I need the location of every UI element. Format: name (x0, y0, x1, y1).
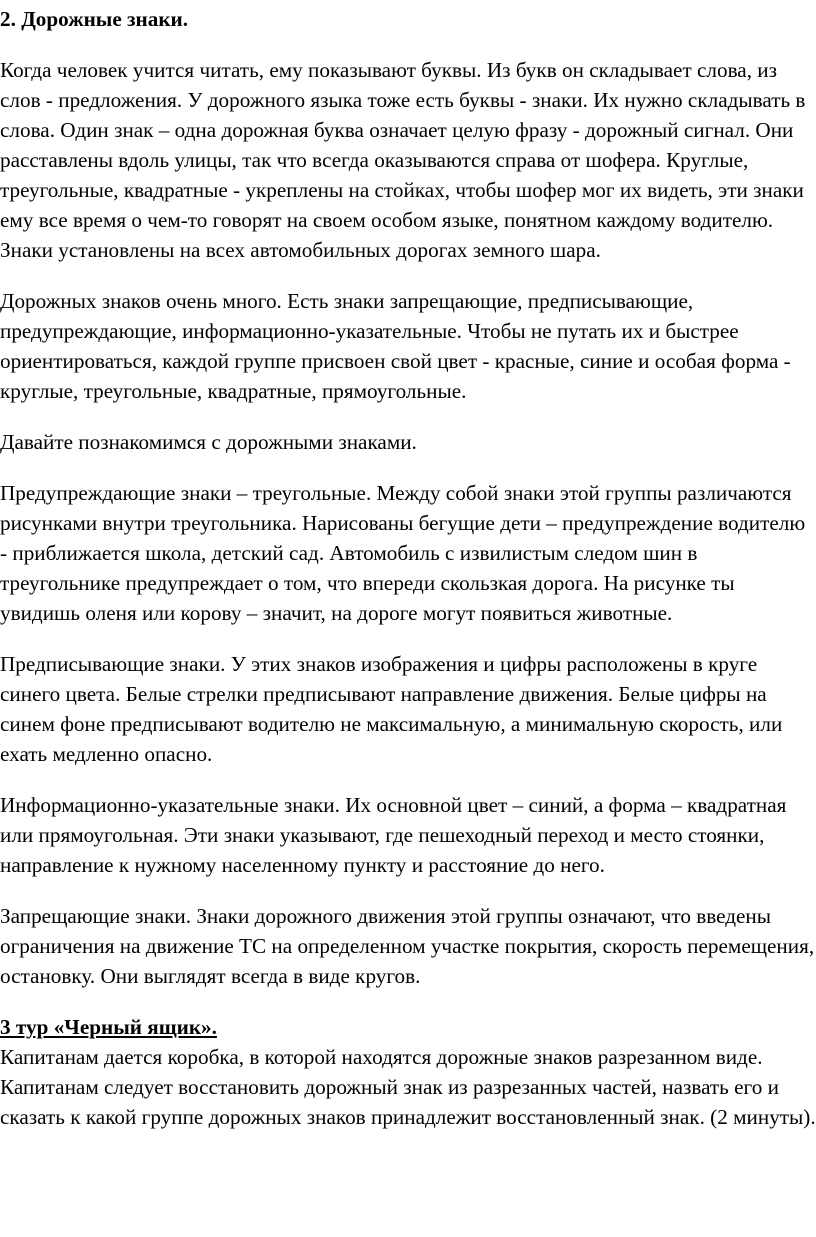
paragraph-lets-meet: Давайте познакомимся с дорожными знаками. (0, 430, 417, 454)
paragraph-sign-types: Дорожных знаков очень много. Есть знаки запрещающие, предписывающие, предупреждающие, информационно-указательные. Чтобы не путать их и быстрее ориентироваться, каждой группе присвоен свой цвет - красные, синие и особая форма - круглые, треугольные, квадратные, прямоугольные. (0, 289, 791, 403)
paragraph-intro: Когда человек учится читать, ему показывают буквы. Из букв он складывает слова, из слов - предложения. У дорожного языка тоже есть буквы - знаки. Их нужно складывать в слова. Один знак – одна дорожная буква означает целую фразу - дорожный сигнал. Они расставлены вдоль улицы, так что всегда оказываются справа от шофера. Круглые, треугольные, квадратные - укреплены на стойках, чтобы шофер мог их видеть, эти знаки ему все время о чем-то говорят на своем особом языке, понятном каждому водителю. Знаки установлены на всех автомобильных дорогах земного шара. (0, 58, 806, 262)
paragraph-information-signs: Информационно-указательные знаки. Их основной цвет – синий, а форма – квадратная или прямоугольная. Эти знаки указывают, где пешеходный переход и место стоянки, направление к нужному населенному пункту и расстояние до него. (0, 793, 787, 877)
section-title: 2. Дорожные знаки. (0, 7, 189, 31)
paragraph-mandatory-signs: Предписывающие знаки. У этих знаков изображения и цифры расположены в круге синего цвета. Белые стрелки предписывают направление движения. Белые цифры на синем фоне предписывают водителю не максимальную, а минимальную скорость, или ехать медленно опасно. (0, 652, 783, 766)
round-description: Капитанам дается коробка, в которой находятся дорожные знаков разрезанном виде. Капитанам следует восстановить дорожный знак из разрезанных частей, назвать его и сказать к какой группе дорожных знаков принадлежит восстановленный знак. (2 минуты). (0, 1045, 816, 1129)
paragraph-prohibitory-signs: Запрещающие знаки. Знаки дорожного движения этой группы означают, что введены ограничения на движение ТС на определенном участке покрытия, скорость перемещения, остановку. Они выглядят всегда в виде кругов. (0, 904, 815, 988)
round-title: 3 тур «Черный ящик». (0, 1015, 217, 1039)
paragraph-warning-signs: Предупреждающие знаки – треугольные. Между собой знаки этой группы различаются рисунками внутри треугольника. Нарисованы бегущие дети – предупреждение водителю - приближается школа, детский сад. Автомобиль с извилистым следом шин в треугольнике предупреждает о том, что впереди скользкая дорога. На рисунке ты увидишь оленя или корову – значит, на дороге могут появиться животные. (0, 481, 806, 625)
